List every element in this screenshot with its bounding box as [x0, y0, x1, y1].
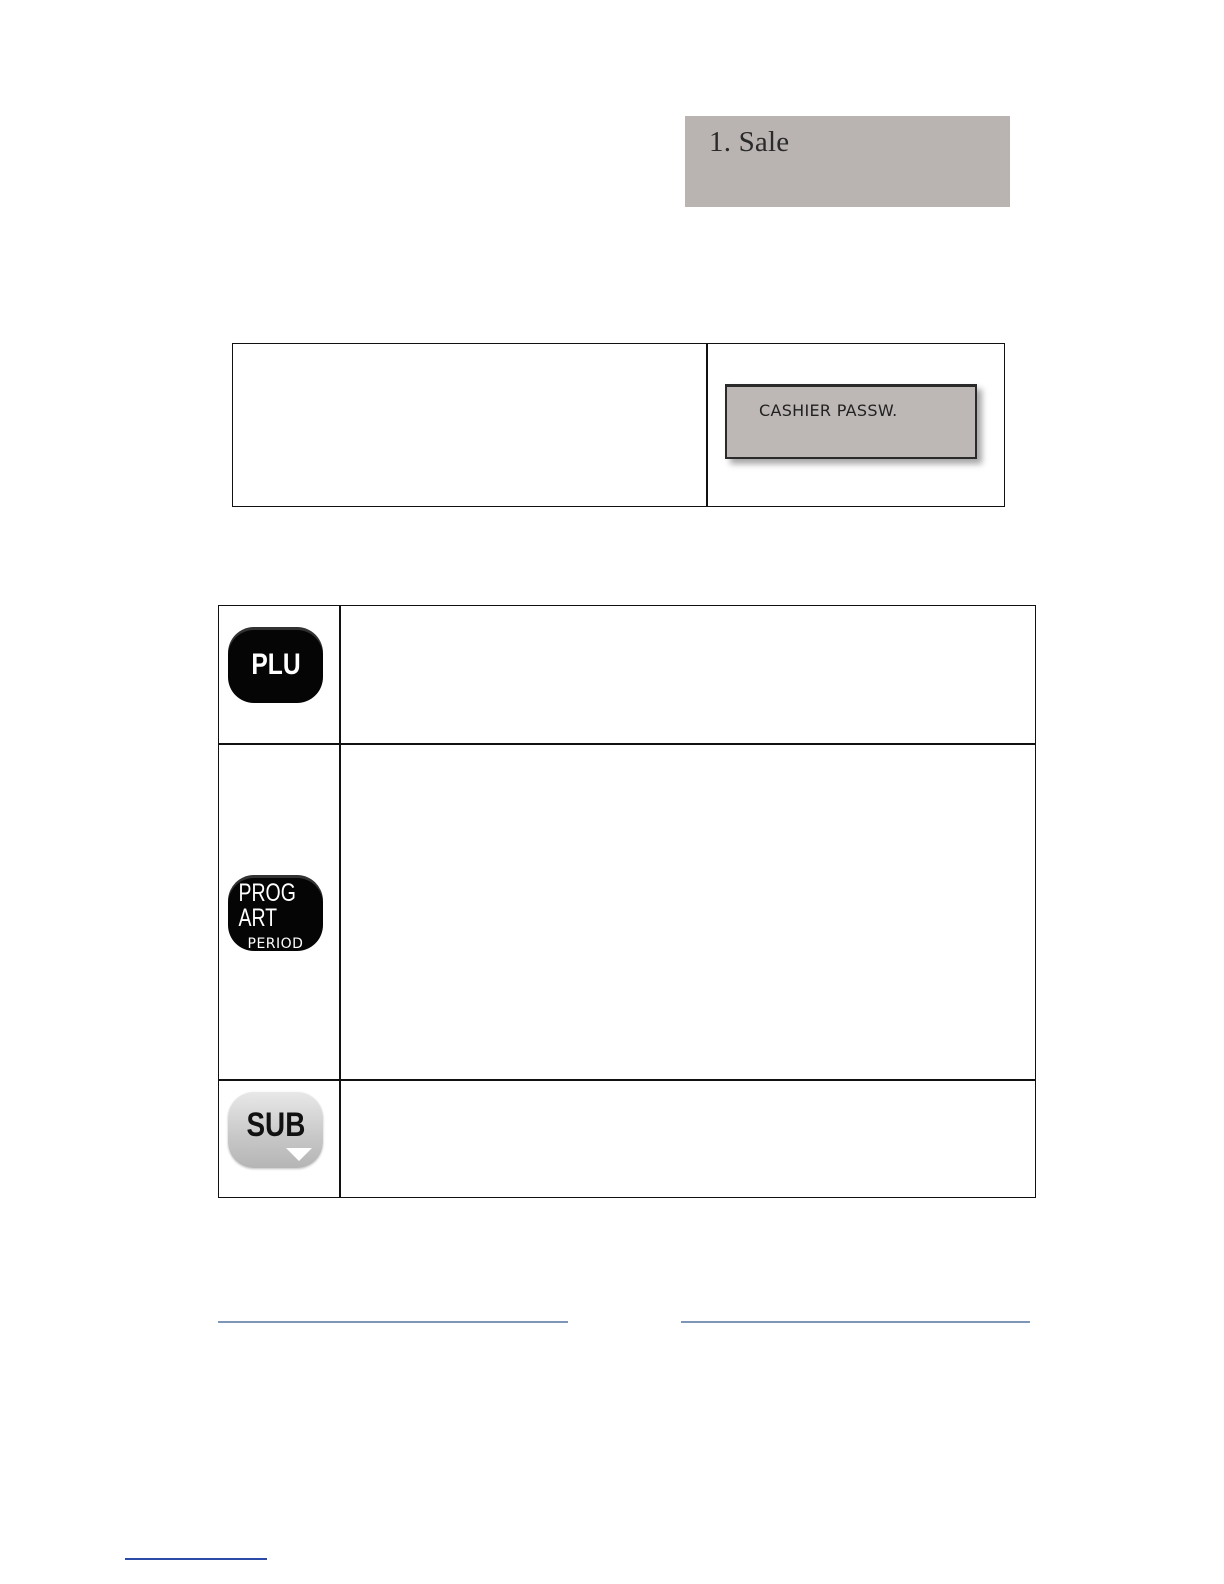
sub-key-label: SUB — [246, 1106, 305, 1144]
sale-display-text: 1. Sale — [709, 126, 790, 158]
sub-key[interactable] — [228, 1092, 323, 1168]
prog-art-key-label: PROG ART — [238, 879, 296, 932]
plu-key-label: PLU — [250, 648, 301, 681]
password-display — [725, 384, 977, 459]
triangle-down-icon — [286, 1148, 312, 1161]
table-column-divider — [339, 606, 341, 1197]
key-table — [218, 605, 1036, 1198]
password-table — [232, 343, 1005, 507]
period-key-sublabel: PERIOD — [247, 936, 304, 952]
table-column-divider — [706, 344, 708, 506]
table-row-divider — [219, 1079, 1035, 1081]
plu-key[interactable] — [228, 627, 323, 703]
prog-art-period-key[interactable] — [228, 875, 323, 951]
footer-line — [125, 1558, 267, 1560]
signature-line-right — [681, 1321, 1030, 1323]
password-display-text: CASHIER PASSW. — [759, 401, 898, 420]
sale-display — [685, 116, 1010, 207]
table-row-divider — [219, 743, 1035, 745]
signature-line-left — [218, 1321, 568, 1323]
